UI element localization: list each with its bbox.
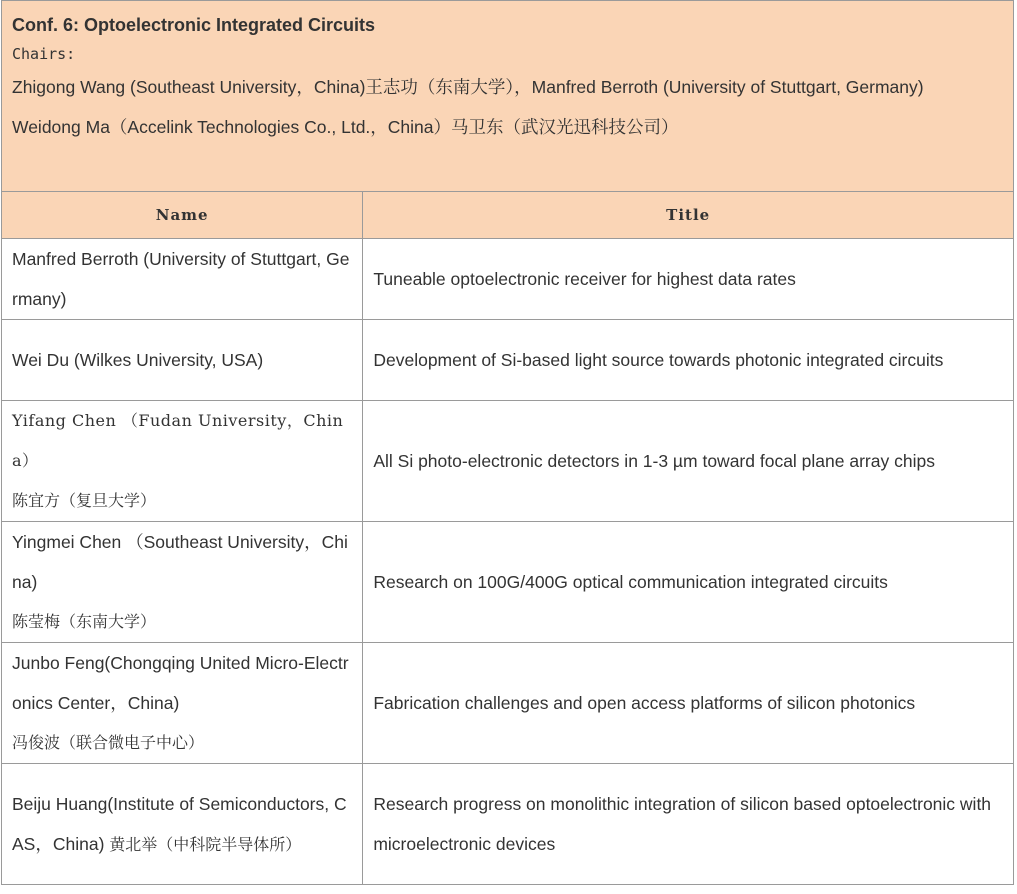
conference-title: Conf. 6: Optoelectronic Integrated Circuits [12, 15, 376, 35]
speaker-name: Junbo Feng(Chongqing United Micro-Electronics Center，China) [12, 653, 349, 713]
speaker-name: Yifang Chen （Fudan University，China） [12, 411, 344, 470]
conference-sheet [1, 0, 1014, 885]
talk-title: Research progress on monolithic integration of silicon based optoelectronic with microelectronic devices [373, 794, 992, 854]
speaker-name-cell [2, 320, 363, 401]
speaker-name-chinese: 陈莹梅（东南大学） [12, 612, 157, 631]
talk-title-cell [363, 522, 1014, 643]
chair-entry-1: Zhigong Wang (Southeast University，China)王志功（东南大学），Manfred Berroth (University of Stuttgart, Germany) [12, 77, 924, 97]
table-header-row [2, 192, 1014, 239]
talk-title: All Si photo-electronic detectors in 1-3 µm toward focal plane array chips [373, 451, 935, 471]
speakers-table [1, 191, 1014, 885]
speaker-name-cell [2, 239, 363, 320]
speaker-name-cell [2, 764, 363, 885]
speaker-name: Beiju Huang(Institute of Semiconductors, CAS，China) [12, 793, 347, 854]
table-row [2, 320, 1014, 401]
table-row [2, 764, 1014, 885]
speaker-name-chinese: 陈宜方（复旦大学） [12, 491, 157, 510]
speaker-name: Manfred Berroth (University of Stuttgart, Germany) [12, 249, 350, 309]
speaker-name-cell [2, 401, 363, 522]
table-row [2, 643, 1014, 764]
talk-title: Fabrication challenges and open access platforms of silicon photonics [373, 693, 916, 713]
column-header-name: Name [2, 192, 363, 239]
table-row [2, 401, 1014, 522]
speaker-name-chinese: 冯俊波（联合微电子中心） [12, 733, 205, 752]
speaker-name-cell [2, 643, 363, 764]
speaker-name: Wei Du (Wilkes University, USA) [12, 350, 264, 370]
chairs-label: Chairs: [12, 45, 76, 63]
column-header-title: Title [363, 192, 1014, 239]
table-row [2, 239, 1014, 320]
talk-title-cell [363, 320, 1014, 401]
speaker-name-cell [2, 522, 363, 643]
speaker-name-chinese: 黄北举（中科院半导体所） [109, 834, 302, 854]
chair-entry-2: Weidong Ma（Accelink Technologies Co., Ltd.，China）马卫东（武汉光迅科技公司） [12, 117, 679, 137]
talk-title-cell [363, 239, 1014, 320]
talk-title: Development of Si-based light source towards photonic integrated circuits [373, 350, 944, 370]
talk-title-cell [363, 401, 1014, 522]
talk-title: Research on 100G/400G optical communication integrated circuits [373, 572, 888, 592]
talk-title-cell [363, 643, 1014, 764]
conference-header [1, 0, 1014, 191]
table-row [2, 522, 1014, 643]
talk-title-cell [363, 764, 1014, 885]
talk-title: Tuneable optoelectronic receiver for highest data rates [373, 269, 796, 289]
speaker-name: Yingmei Chen （Southeast University，China) [12, 532, 348, 592]
